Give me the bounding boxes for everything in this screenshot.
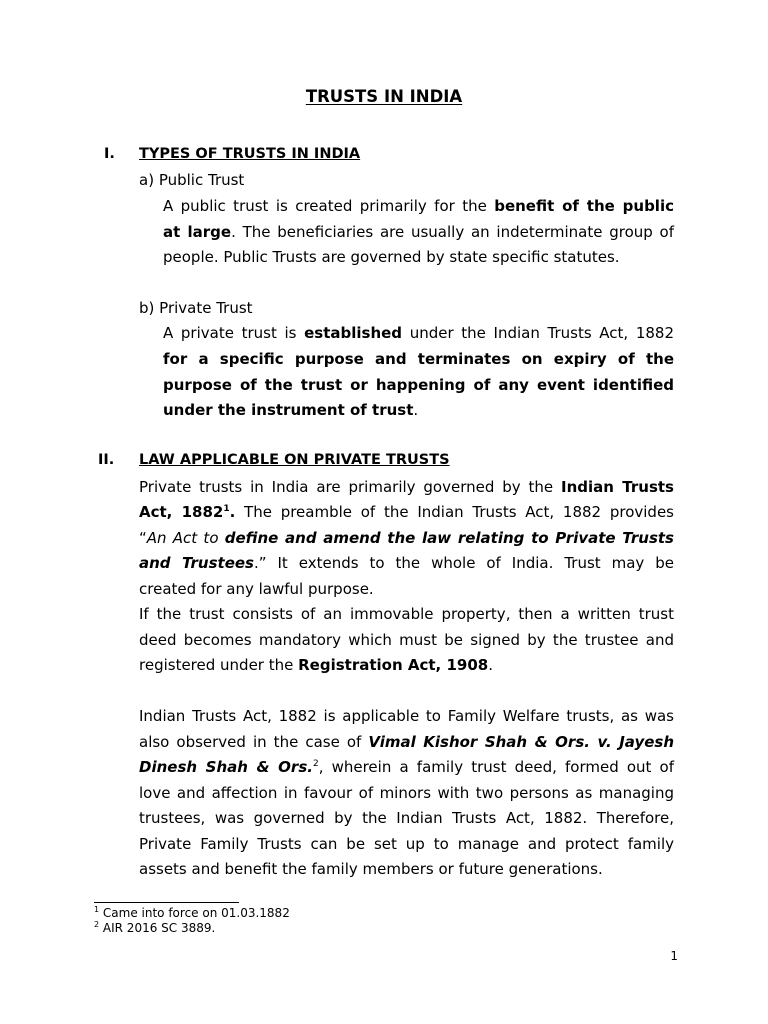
subsection-a-title xyxy=(139,171,244,189)
paragraph-line: assets and benefit the family members or future generations. xyxy=(139,860,603,878)
paragraph-line: Indian Trusts Act, 1882 is applicable to Family Welfare trusts, as was xyxy=(139,707,674,725)
footnote-separator xyxy=(94,902,239,903)
paragraph-line: under the instrument of trust. xyxy=(163,401,419,419)
paragraph-line: deed becomes mandatory which must be signed by the trustee and xyxy=(139,631,674,649)
subsection-a-name: Public Trust xyxy=(158,171,245,189)
section-1-title: TYPES OF TRUSTS IN INDIA xyxy=(139,146,361,162)
paragraph-line: Dinesh Shah & Ors.$^2$, wherein a family trust deed, formed out of xyxy=(139,758,674,776)
subsection-a-label: a) xyxy=(139,171,155,189)
section-2-title: LAW APPLICABLE ON PRIVATE TRUSTS xyxy=(139,452,450,468)
paragraph-line: “An Act to define and amend the law relating to Private Trusts xyxy=(139,529,674,547)
paragraph-line: people. Public Trusts are governed by state specific statutes. xyxy=(163,248,620,266)
footnote-1: $^1$ Came into force on 01.03.1882 xyxy=(94,905,290,920)
paragraph-line: and Trustees.” It extends to the whole of India. Trust may be xyxy=(139,554,674,572)
paragraph-line: Act, 1882$^1$. The preamble of the Indian Trusts Act, 1882 provides xyxy=(139,503,674,521)
paragraph-line: A public trust is created primarily for the benefit of the public xyxy=(163,197,674,215)
paragraph-line: If the trust consists of an immovable property, then a written trust xyxy=(139,605,674,623)
paragraph-line: also observed in the case of Vimal Kishor Shah & Ors. v. Jayesh xyxy=(139,733,674,751)
paragraph-line: purpose of the trust or happening of any event identified xyxy=(163,376,674,394)
section-1-number: I. xyxy=(104,146,115,162)
subsection-b-name: Private Trust xyxy=(159,299,253,317)
footnote-2: $^2$ AIR 2016 SC 3889. xyxy=(94,920,216,935)
page-number: 1 xyxy=(670,949,678,963)
section-2-number: II. xyxy=(98,452,115,468)
paragraph-line: Private trusts in India are primarily governed by the Indian Trusts xyxy=(139,478,674,496)
subsection-b-title xyxy=(139,299,253,317)
paragraph-line: registered under the Registration Act, 1908. xyxy=(139,656,493,674)
footnote-ref-2[interactable]: 2 xyxy=(312,759,319,769)
paragraph-line: created for any lawful purpose. xyxy=(139,580,374,598)
subsection-b-label: b) xyxy=(139,299,155,317)
paragraph-line: for a specific purpose and terminates on expiry of the xyxy=(163,350,674,368)
footnote-ref-1[interactable]: 1 xyxy=(223,504,230,514)
paragraph-line: trustees, was governed by the Indian Trusts Act, 1882. Therefore, xyxy=(139,809,674,827)
page-title: TRUSTS IN INDIA xyxy=(305,87,463,106)
paragraph-line: at large. The beneficiaries are usually an indeterminate group of xyxy=(163,223,675,241)
paragraph-line: A private trust is established under the Indian Trusts Act, 1882 xyxy=(163,324,674,342)
paragraph-line: Private Family Trusts can be set up to manage and protect family xyxy=(139,835,674,853)
paragraph-line: love and affection in favour of minors with two persons as managing xyxy=(139,784,674,802)
